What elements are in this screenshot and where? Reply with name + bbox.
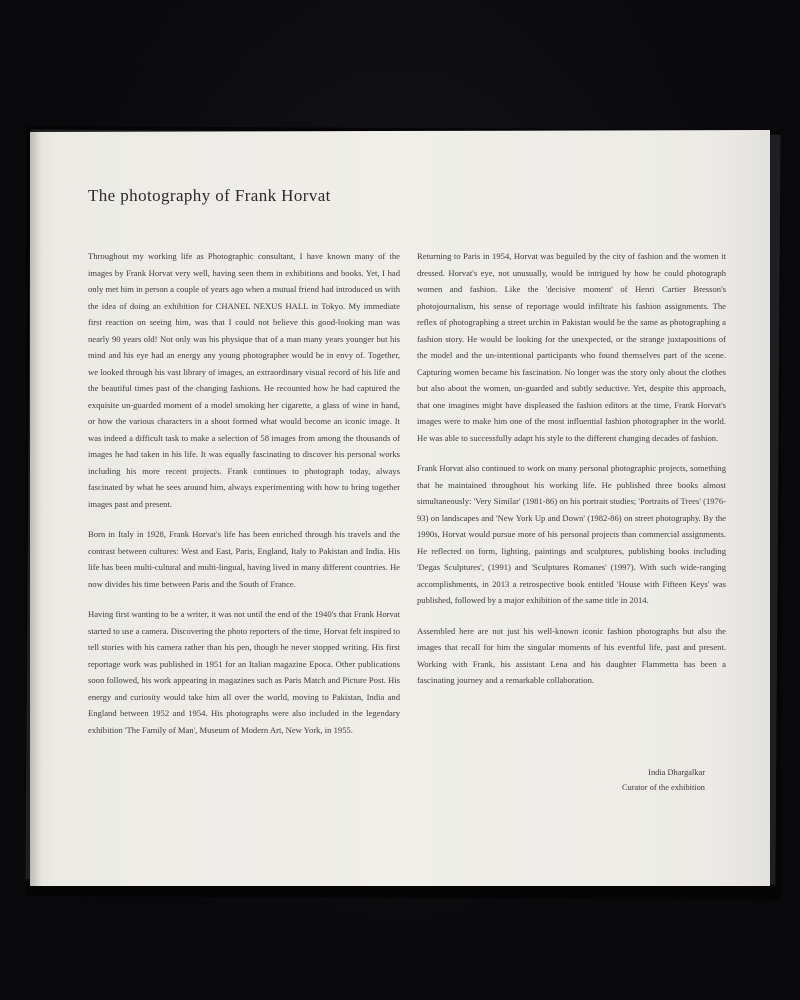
author-name: India Dhargalkar xyxy=(648,768,705,777)
paragraph: Assembled here are not just his well-known iconic fashion photographs but also the images that recall for him the singular moments of his eventful life, past and present. Working with Frank, his assistant Lena and his daughter Flammetta has been a fascinating journey and a remarkable collaboration. xyxy=(417,625,726,685)
paragraph: Frank Horvat also continued to work on many personal photographic projects, something that he maintained throughout his working life. He published three books almost simultaneously: 'Very Similar' (1981-86) on his portrait studies; 'Portraits of Trees' (1976-93) on landscapes and 'New York Up and Down' (1982-86) on street photography. By the 1990s, Horvat would pursue more of his personal projects than commercial assignments. He reflected on form, lighting, paintings and sculptures, publishing books including 'Degas Sculptures', (1991) and 'Sculptures Romanes' (1997). With such wide-ranging accomplishments, in 2013 a retrospective book entitled 'House with Fifteen Keys' was published, followed by a major exhibition of the same title in 2014. xyxy=(417,463,726,605)
signature-block xyxy=(560,765,705,795)
page-title: The photography of Frank Horvat xyxy=(88,186,331,205)
paragraph: Throughout my working life as Photographic consultant, I have known many of the images by Frank Horvat very well, having seen them in exhibitions and books. Yet, I had only met him in person a couple of years ago when a mutual friend had introduced us with the idea of doing an exhibition for CHANEL NEXUS HALL in Tokyo. My immediate first reaction on seeing him, was that I could not believe this good-looking man was nearly 90 years old! Not only was his physique that of a man many years younger but his mind and his eye had an energy any young photographer would be in envy of. Together, we looked through his vast library of images, an extraordinary visual record of his life and the beautiful times past of the changing fashions. He recounted how he had captured the exquisite un-guarded moment of a model smoking her cigarette, a glass of wine in hand, or how the various characters in a shoot formed what would become an iconic image. It was indeed a difficult task to make a selection of 58 images from among the thousands of images he had taken in his life. It was equally fascinating to discover his personal works including his more recent projects. Frank continues to photograph today, always fascinated by what he sees around him, always experimenting with how to bring together images past and present. xyxy=(88,251,400,509)
paragraph: Born in Italy in 1928, Frank Horvat's life has been enriched through his travels and the contrast between cultures: West and East, Paris, England, Italy to Pakistan and India. His life has been multi-cultural and multi-lingual, having lived in many different countries. He now divides his time between Paris and the South of France. xyxy=(88,529,400,589)
page-gutter xyxy=(30,130,42,886)
left-text-column xyxy=(88,248,400,752)
author-role: Curator of the exhibition xyxy=(621,783,705,792)
right-text-column xyxy=(417,248,726,703)
paragraph: Having first wanting to be a writer, it was not until the end of the 1940's that Frank Horvat started to use a camera. Discovering the photo reporters of the time, Horvat felt inspired to tell stories with his camera rather than his pen, though he never stopped writing. His first reportage work was published in 1951 for an Italian magazine Epoca. Other publications soon followed, his work appearing in magazines such as Paris Match and Picture Post. His energy and curiosity would take him all over the world, moving to Pakistan, India and England between 1952 and 1954. His photographs were also included in the legendary exhibition 'The Family of Man', Museum of Modern Art, New York, in 1955. xyxy=(88,609,400,735)
paragraph: Returning to Paris in 1954, Horvat was beguiled by the city of fashion and the women it dressed. Horvat's eye, not unusually, would be intrigued by how he could photograph women and fashion. Like the 'decisive moment' of Henri Cartier Bresson's photojournalism, his sense of reportage would infiltrate his fashion assignments. The reflex of photographing a street urchin in Pakistan would be the same as photographing a fashion story. He would be looking for the unexpected, or the strange juxtapositions of the model and the un-intentional participants who found themselves part of the scene. Capturing women became his fascination. No longer was the story only about the clothes but also about the women, un-guarded and subtly seductive. Yet, despite this approach, that one imagines might have displeased the fashion editors at the time, Frank Horvat's images were to make him one of the most influential fashion photographer in the world. He was able to successfully adapt his style to the different changing decades of fashion. xyxy=(417,251,726,443)
